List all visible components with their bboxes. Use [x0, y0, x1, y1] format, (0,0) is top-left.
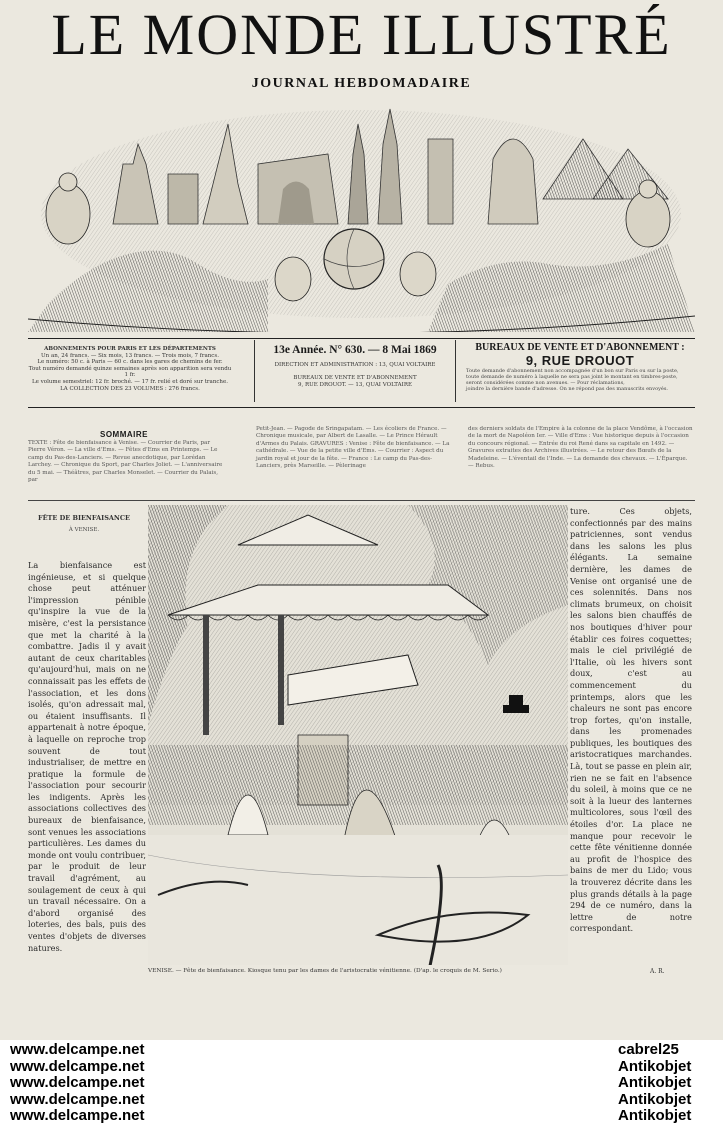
sales-address: 9, RUE DROUOT	[525, 353, 635, 368]
rule-top	[28, 338, 695, 339]
subscription-line: Un an, 24 francs. — Six mois, 13 francs. — Trois mois, 7 francs.	[41, 352, 219, 359]
summary-heading: SOMMAIRE	[100, 430, 148, 439]
issue-detail: 9, RUE DROUOT. — 13, QUAI VOLTAIRE	[298, 382, 412, 388]
subscription-line: LA COLLECTION DES 23 VOLUMES : 276 francs.	[60, 385, 200, 392]
watermark-left	[10, 1042, 144, 1125]
watermark-right	[618, 1042, 691, 1125]
watermark-line: www.delcampe.net	[10, 1074, 145, 1091]
issue-number: 13e Année. N° 630. — 8 Mai 1869	[273, 344, 437, 356]
subscription-line: Le volume semestriel: 12 fr. broché. — 17 fr. relié et doré sur tranche.	[32, 378, 228, 385]
watermark-line: Antikobjet	[618, 1074, 692, 1091]
watermark-line: Antikobjet	[618, 1107, 692, 1124]
sales-note: joindre la dernière bande d'adresse. On ne répond pas des manuscrits envoyés.	[466, 386, 669, 392]
subscription-line: Le numéro: 50 c. à Paris — 60 c. dans les gares de chemins de fer.	[37, 359, 223, 366]
subscription-line: Tout numéro demandé quinze semaines après son apparition sera vendu 1 fr.	[28, 365, 232, 379]
sales-note: seront considérées comme non avenues. — Pour réclamations,	[466, 380, 625, 386]
article-text-right: ture. Ces objets, confectionnés par des mains patriciennes, sont vendus dans les salons les plus élégants. La semaine dernière, les dames de Venise ont organisé une de ces solennités. Dans nos climats brumeux, on choisit les salons bien chauffés de nos boutiques d'hiver pour établir ces foires coquettes; mais le ciel privilégié de l'Italie, où les hivers sont doux, c'est au commencement du printemps, alors que les chaleurs ne sont pas encore trop fortes, qu'on installe, dans les promenades publiques, les boutiques des aristocratiques marchandes. Là, tout se passe en plein air, rien ne se fait en l'absence du soleil, à moins que ce ne soit à la lueur des lanternes multicolores, sous l'œil des étoiles d'or. La place ne manque pour recevoir le cette fête vénitienne donnée au profit de l'hospice des bains de mer du Lido; vous la trouverez décrite dans les plus grands détails à la page 294 de ce numéro, dans la lettre de notre correspondant.	[570, 506, 692, 934]
watermark-line: Antikobjet	[618, 1057, 692, 1075]
sales-label: BUREAUX DE VENTE ET D'ABONNEMENT :	[475, 342, 685, 353]
sales-note: toute demande de numéro à laquelle ne sera pas joint le montant en timbres-poste,	[466, 374, 678, 380]
summary-column-1: TEXTE : Fête de bienfaisance à Venise. — Courrier de Paris, par Pierre Véron. — La ville d'Ems. — Fêtes d'Ems en Printemps. — Le camp du Pas-des-Lanciers. — Revue anecdotique, par Lorédan Larchey. — Chronique du Sport, par Charles Joliet. — L'anniversaire du 5 mai. — Théâtres, par Charles Monselet. — Courrier du Palais, par	[28, 440, 223, 484]
issue-detail: DIRECTION ET ADMINISTRATION : 13, QUAI VOLTAIRE	[274, 362, 436, 368]
watermark-line: cabrel25	[618, 1041, 679, 1058]
article-subheading: À VENISE.	[68, 527, 100, 533]
section-rule	[28, 500, 695, 501]
kiosk-engraving	[148, 505, 568, 965]
watermark-line: www.delcampe.net	[10, 1041, 145, 1058]
illustration-caption: VENISE. — Fête de bienfaisance. Kiosque tenu par les dames de l'aristocratie vénitienne. (D'ap. le croquis de M. Serio.)	[148, 968, 502, 974]
subscription-line: ABONNEMENTS POUR PARIS ET LES DÉPARTEMENTS	[44, 346, 216, 352]
summary-column-3: des derniers soldats de l'Empire à la colonne de la place Vendôme, à l'occasion de la mort de Napoléon Ier. — Ville d'Ems : Vue historique depuis à l'occasion du concours régional. — Entrée du roi René dans sa capitale en 1492. — Gravures extraites des Archives illustrées. — Le retour des Bœufs de la Madeleine. — L'éventail de l'Inde. — La demande des chevaux. — L'Éparque. — Rebus.	[468, 426, 693, 470]
watermark-line: www.delcampe.net	[10, 1057, 145, 1075]
article-heading: FÊTE DE BIENFAISANCE	[37, 514, 131, 522]
sales-note: Toute demande d'abonnement non accompagnée d'un bon sur Paris ou sur la poste,	[466, 368, 679, 374]
masthead-subtitle: JOURNAL HEBDOMADAIRE	[251, 76, 472, 91]
sales-info	[466, 342, 694, 404]
watermark-line: Antikobjet	[618, 1090, 692, 1108]
watermark-line: www.delcampe.net	[10, 1107, 145, 1124]
rule-bottom	[28, 407, 695, 408]
watermark-line: www.delcampe.net	[10, 1090, 145, 1108]
subscription-info	[28, 346, 232, 404]
issue-info	[254, 340, 456, 402]
masthead-engraving	[28, 104, 695, 332]
masthead-title: LE MONDE ILLUSTRÉ	[51, 2, 672, 67]
article-signature: A. R.	[650, 968, 665, 975]
article-text-left: La bienfaisance est ingénieuse, et si quelque chose peut atténuer l'impression pénible qu'inspire la vue de la misère, c'est la persistance que met la charité à la combattre. Jadis il y avait autant de ceux charitables qu'aujourd'hui, mais on ne connaissait pas les effets de l'association, et les dons isolés, qu'on adressait mal, ou étaient insuffisants. Il appartenait à notre époque, à laquelle on reproche trop souvent de tout industrialiser, de mettre en pratique la formule de l'association pour secourir les indigents. Après les associations collectives des bureaux de bienfaisance, sont venues les associations particulières. Les dames du monde ont voulu contribuer, par le produit de leur travail d'agrément, au soulagement de ceux à qui un travail nécessaire. On a d'abord organisé des loteries, des bals, puis des ventes d'objets de diverses natures.	[28, 560, 146, 953]
issue-detail: BUREAUX DE VENTE ET D'ABONNEMENT	[293, 375, 417, 381]
summary-column-2: Petit-Jean. — Pagode de Sringapatam. — Les écoliers de France. — Chronique musicale, par Albert de Lasalle. — Le Prince Hérault d'Armes du Palais. GRAVURES : Venise : Fête de bienfaisance. — La cathédrale. — Vue de la petite ville d'Ems. — Courrier : Aspect du jardin royal et jour de la fête. — France : Le camp du Pas-des-Lanciers, près Marseille. — Pèlerinage	[256, 426, 450, 470]
